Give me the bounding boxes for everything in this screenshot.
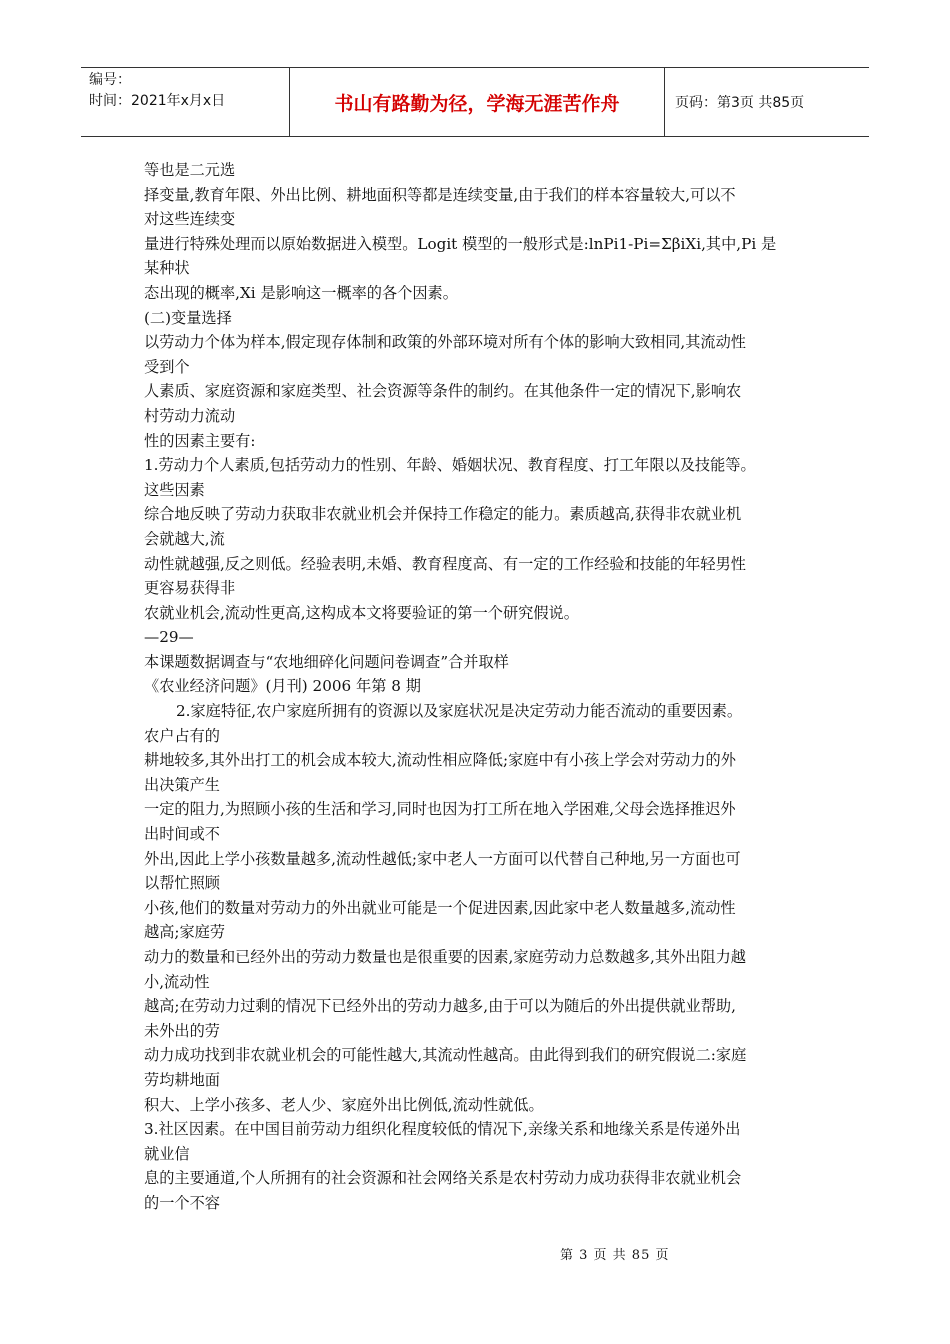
text-line: 就业信: [144, 1144, 190, 1163]
text-line: 受到个: [144, 357, 190, 376]
text-line: 小孩,他们的数量对劳动力的外出就业可能是一个促进因素,因此家中老人数量越多,流动性: [144, 898, 736, 917]
text-line: 外出,因此上学小孩数量越多,流动性越低;家中老人一方面可以代替自己种地,另一方面也可: [144, 849, 741, 868]
page-footer: 第 3 页 共 85 页: [560, 1248, 670, 1263]
text-line: 性的因素主要有:: [144, 431, 256, 450]
text-line: 未外出的劳: [144, 1021, 220, 1040]
text-line: 越高;家庭劳: [144, 923, 226, 942]
text-line: 动力的数量和已经外出的劳动力数量也是很重要的因素,家庭劳动力总数越多,其外出阻力越: [144, 948, 746, 966]
text-line: 以帮忙照顾: [144, 874, 220, 893]
text-line: 小,流动性: [144, 972, 210, 991]
text-line: 等也是二元选: [144, 161, 236, 179]
text-line: 以劳动力个体为样本,假定现存体制和政策的外部环境对所有个体的影响大致相同,其流动性: [144, 333, 746, 352]
text-line: 越高;在劳动力过剩的情况下已经外出的劳动力越多,由于可以为随后的外出提供就业帮助,: [144, 997, 736, 1016]
text-line: 会就越大,流: [144, 529, 225, 548]
text-line: 对这些连续变: [144, 210, 236, 229]
journal-citation: 《农业经济问题》(月刊) 2006 年第 8 期: [144, 677, 421, 696]
footnote: 本课题数据调查与“农地细碎化问题问卷调查”合并取样: [144, 652, 509, 671]
text-line: 人素质、家庭资源和家庭类型、社会资源等条件的制约。在其他条件一定的情况下,影响农: [144, 382, 742, 401]
text-line: 出决策产生: [144, 775, 220, 794]
text-line: 农户占有的: [144, 726, 220, 745]
text-line: 量进行特殊处理而以原始数据进入模型。Logit 模型的一般形式是:lnPi1-Pi=ΣβiXi,其中,Pi 是: [144, 234, 777, 253]
document-number: 编号：: [89, 72, 131, 88]
text-line: 综合地反映了劳动力获取非农就业机会并保持工作稳定的能力。素质越高,获得非农就业机: [144, 505, 742, 524]
text-line: 择变量,教育年限、外出比例、耕地面积等都是连续变量,由于我们的样本容量较大,可以不: [144, 185, 736, 204]
text-line: 劳均耕地面: [144, 1070, 220, 1089]
text-line: 一定的阻力,为照顾小孩的生活和学习,同时也因为打工所在地入学困难,父母会选择推迟外: [144, 800, 736, 819]
original-page-number: —29—: [144, 628, 194, 647]
text-line: 1.劳动力个人素质,包括劳动力的性别、年龄、婚姻状况、教育程度、打工年限以及技能等。: [144, 456, 756, 475]
document-body: [144, 158, 814, 1216]
header-page-number: 页码：第3页 共85页: [675, 95, 805, 111]
header-motto: 书山有路勤为径，学海无涯苦作舟: [289, 68, 665, 136]
text-line: 3.社区因素。在中国目前劳动力组织化程度较低的情况下,亲缘关系和地缘关系是传递外出: [144, 1120, 741, 1139]
text-line: 更容易获得非: [144, 579, 236, 598]
text-line: 农就业机会,流动性更高,这构成本文将要验证的第一个研究假说。: [144, 603, 579, 622]
text-line: 动力成功找到非农就业机会的可能性越大,其流动性越高。由此得到我们的研究假说二:家庭: [144, 1046, 747, 1065]
text-line: 出时间或不: [144, 825, 220, 844]
text-line: 2.家庭特征,农户家庭所拥有的资源以及家庭状况是决定劳动力能否流动的重要因素。: [176, 702, 743, 721]
text-line: 的一个不容: [144, 1193, 220, 1212]
text-line: 村劳动力流动: [144, 406, 236, 425]
text-line: 耕地较多,其外出打工的机会成本较大,流动性相应降低;家庭中有小孩上学会对劳动力的外: [144, 751, 736, 770]
text-line: 态出现的概率,Xi 是影响这一概率的各个因素。: [144, 283, 458, 302]
text-line: 动性就越强,反之则低。经验表明,未婚、教育程度高、有一定的工作经验和技能的年轻男性: [144, 554, 746, 573]
text-line: 积大、上学小孩多、老人少、家庭外出比例低,流动性就低。: [144, 1095, 544, 1114]
section-heading: (二)变量选择: [144, 308, 232, 327]
page-header: [81, 67, 869, 137]
header-meta: [81, 68, 289, 136]
document-date: 时间：2021年x月x日: [89, 93, 226, 109]
text-line: 息的主要通道,个人所拥有的社会资源和社会网络关系是农村劳动力成功获得非农就业机会: [144, 1169, 742, 1188]
text-line: 这些因素: [144, 480, 205, 499]
text-line: 某种状: [144, 259, 190, 278]
